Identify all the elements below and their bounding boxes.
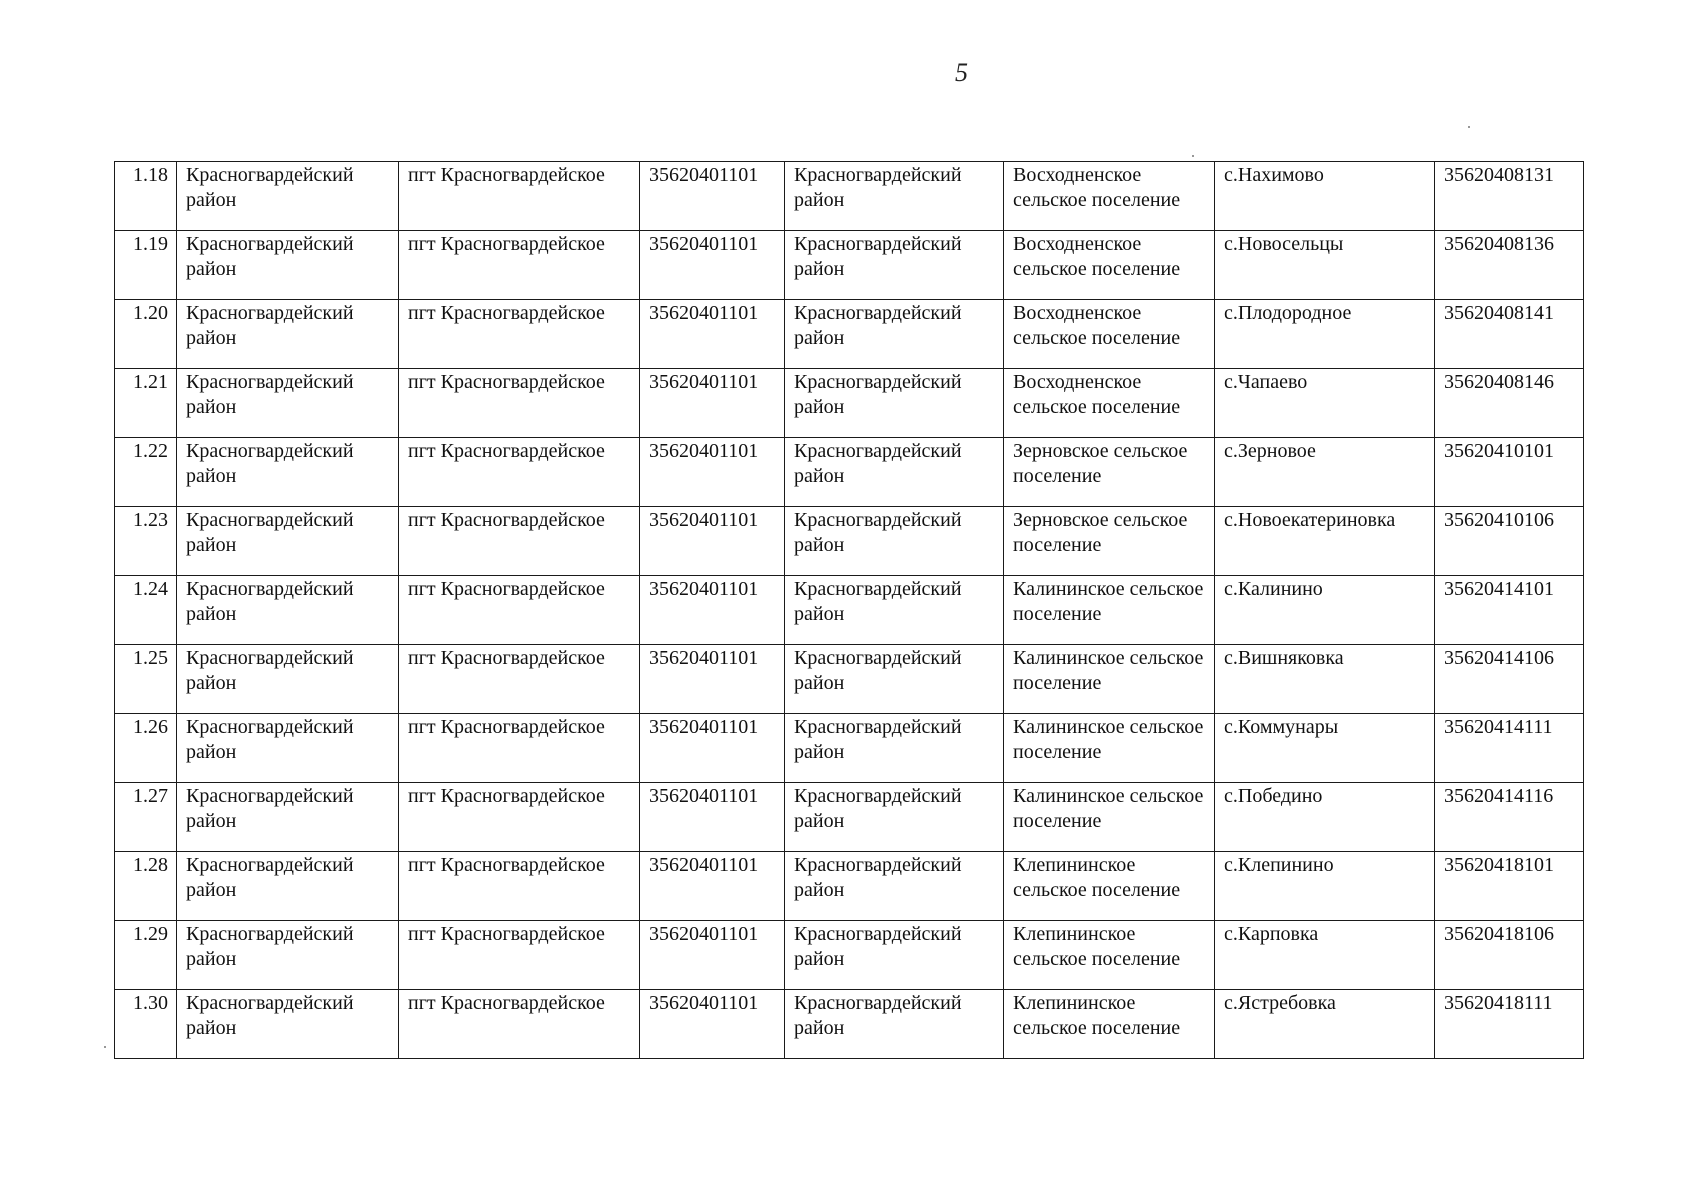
settlement-cell: Клепининское сельское поселение — [1004, 921, 1215, 990]
village-cell: с.Новоекатериновка — [1215, 507, 1435, 576]
admin-center-cell: пгт Красногвардейское — [399, 852, 640, 921]
village-code-cell: 35620408146 — [1435, 369, 1584, 438]
admin-center-code-cell: 35620401101 — [640, 231, 785, 300]
settlement-cell: Восходненское сельское поселение — [1004, 162, 1215, 231]
settlement-cell: Восходненское сельское поселение — [1004, 369, 1215, 438]
village-cell: с.Клепинино — [1215, 852, 1435, 921]
district-cell: Красногвардейский район — [177, 990, 399, 1059]
district-cell: Красногвардейский район — [177, 921, 399, 990]
admin-center-cell: пгт Красногвардейское — [399, 990, 640, 1059]
row-number-cell: 1.18 — [115, 162, 177, 231]
village-code-cell: 35620418111 — [1435, 990, 1584, 1059]
table-row — [115, 645, 1584, 714]
table-row — [115, 369, 1584, 438]
admin-center-cell: пгт Красногвардейское — [399, 162, 640, 231]
district-cell: Красногвардейский район — [177, 507, 399, 576]
municipal-district-cell: Красногвардейский район — [785, 369, 1004, 438]
village-cell: с.Карповка — [1215, 921, 1435, 990]
row-number-cell: 1.24 — [115, 576, 177, 645]
village-code-cell: 35620414116 — [1435, 783, 1584, 852]
village-cell: с.Ястребовка — [1215, 990, 1435, 1059]
municipal-district-cell: Красногвардейский район — [785, 162, 1004, 231]
village-cell: с.Коммунары — [1215, 714, 1435, 783]
admin-center-code-cell: 35620401101 — [640, 921, 785, 990]
village-code-cell: 35620414111 — [1435, 714, 1584, 783]
page-number: 5 — [955, 58, 968, 87]
village-cell: с.Чапаево — [1215, 369, 1435, 438]
admin-center-cell: пгт Красногвардейское — [399, 369, 640, 438]
table-body — [115, 162, 1584, 1059]
table-row — [115, 714, 1584, 783]
row-number-cell: 1.21 — [115, 369, 177, 438]
table-row — [115, 576, 1584, 645]
admin-center-code-cell: 35620401101 — [640, 714, 785, 783]
settlement-cell: Восходненское сельское поселение — [1004, 231, 1215, 300]
row-number-cell: 1.30 — [115, 990, 177, 1059]
village-cell: с.Нахимово — [1215, 162, 1435, 231]
municipal-district-cell: Красногвардейский район — [785, 645, 1004, 714]
admin-center-code-cell: 35620401101 — [640, 438, 785, 507]
settlement-cell: Калининское сельское поселение — [1004, 714, 1215, 783]
district-cell: Красногвардейский район — [177, 369, 399, 438]
admin-center-code-cell: 35620401101 — [640, 783, 785, 852]
admin-center-code-cell: 35620401101 — [640, 300, 785, 369]
table-row — [115, 162, 1584, 231]
municipal-district-cell: Красногвардейский район — [785, 921, 1004, 990]
admin-center-cell: пгт Красногвардейское — [399, 438, 640, 507]
admin-center-code-cell: 35620401101 — [640, 162, 785, 231]
row-number-cell: 1.20 — [115, 300, 177, 369]
village-code-cell: 35620414106 — [1435, 645, 1584, 714]
municipal-district-cell: Красногвардейский район — [785, 507, 1004, 576]
table-row — [115, 438, 1584, 507]
municipal-district-cell: Красногвардейский район — [785, 852, 1004, 921]
district-cell: Красногвардейский район — [177, 852, 399, 921]
admin-center-code-cell: 35620401101 — [640, 645, 785, 714]
admin-center-cell: пгт Красногвардейское — [399, 645, 640, 714]
settlement-cell: Калининское сельское поселение — [1004, 576, 1215, 645]
district-cell: Красногвардейский район — [177, 162, 399, 231]
municipal-district-cell: Красногвардейский район — [785, 438, 1004, 507]
row-number-cell: 1.23 — [115, 507, 177, 576]
admin-center-code-cell: 35620401101 — [640, 369, 785, 438]
admin-center-cell: пгт Красногвардейское — [399, 576, 640, 645]
settlements-table — [114, 161, 1584, 1059]
admin-center-code-cell: 35620401101 — [640, 990, 785, 1059]
admin-center-cell: пгт Красногвардейское — [399, 783, 640, 852]
village-code-cell: 35620408141 — [1435, 300, 1584, 369]
settlement-cell: Клепининское сельское поселение — [1004, 852, 1215, 921]
admin-center-code-cell: 35620401101 — [640, 576, 785, 645]
settlement-cell: Клепининское сельское поселение — [1004, 990, 1215, 1059]
district-cell: Красногвардейский район — [177, 714, 399, 783]
table-row — [115, 990, 1584, 1059]
scan-speck — [1468, 126, 1470, 128]
settlement-cell: Восходненское сельское поселение — [1004, 300, 1215, 369]
village-code-cell: 35620410101 — [1435, 438, 1584, 507]
municipal-district-cell: Красногвардейский район — [785, 990, 1004, 1059]
settlement-cell: Калининское сельское поселение — [1004, 783, 1215, 852]
row-number-cell: 1.19 — [115, 231, 177, 300]
admin-center-code-cell: 35620401101 — [640, 507, 785, 576]
village-cell: с.Победино — [1215, 783, 1435, 852]
municipal-district-cell: Красногвардейский район — [785, 783, 1004, 852]
admin-center-cell: пгт Красногвардейское — [399, 921, 640, 990]
row-number-cell: 1.28 — [115, 852, 177, 921]
table-row — [115, 852, 1584, 921]
table-row — [115, 783, 1584, 852]
village-cell: с.Калинино — [1215, 576, 1435, 645]
row-number-cell: 1.22 — [115, 438, 177, 507]
village-code-cell: 35620414101 — [1435, 576, 1584, 645]
village-cell: с.Зерновое — [1215, 438, 1435, 507]
district-cell: Красногвардейский район — [177, 300, 399, 369]
table-row — [115, 507, 1584, 576]
scan-speck — [1192, 155, 1194, 157]
settlement-cell: Зерновское сельское поселение — [1004, 507, 1215, 576]
row-number-cell: 1.26 — [115, 714, 177, 783]
village-code-cell: 35620408131 — [1435, 162, 1584, 231]
table-row — [115, 921, 1584, 990]
village-code-cell: 35620418106 — [1435, 921, 1584, 990]
village-code-cell: 35620410106 — [1435, 507, 1584, 576]
village-code-cell: 35620408136 — [1435, 231, 1584, 300]
row-number-cell: 1.27 — [115, 783, 177, 852]
settlement-cell: Калининское сельское поселение — [1004, 645, 1215, 714]
district-cell: Красногвардейский район — [177, 438, 399, 507]
admin-center-cell: пгт Красногвардейское — [399, 714, 640, 783]
district-cell: Красногвардейский район — [177, 231, 399, 300]
municipal-district-cell: Красногвардейский район — [785, 714, 1004, 783]
admin-center-cell: пгт Красногвардейское — [399, 231, 640, 300]
municipal-district-cell: Красногвардейский район — [785, 231, 1004, 300]
admin-center-cell: пгт Красногвардейское — [399, 507, 640, 576]
scan-speck — [104, 1046, 106, 1048]
table-row — [115, 231, 1584, 300]
district-cell: Красногвардейский район — [177, 576, 399, 645]
district-cell: Красногвардейский район — [177, 783, 399, 852]
district-cell: Красногвардейский район — [177, 645, 399, 714]
settlement-cell: Зерновское сельское поселение — [1004, 438, 1215, 507]
admin-center-cell: пгт Красногвардейское — [399, 300, 640, 369]
village-cell: с.Новосельцы — [1215, 231, 1435, 300]
row-number-cell: 1.29 — [115, 921, 177, 990]
admin-center-code-cell: 35620401101 — [640, 852, 785, 921]
table-row — [115, 300, 1584, 369]
municipal-district-cell: Красногвардейский район — [785, 576, 1004, 645]
village-cell: с.Плодородное — [1215, 300, 1435, 369]
municipal-district-cell: Красногвардейский район — [785, 300, 1004, 369]
row-number-cell: 1.25 — [115, 645, 177, 714]
village-cell: с.Вишняковка — [1215, 645, 1435, 714]
village-code-cell: 35620418101 — [1435, 852, 1584, 921]
